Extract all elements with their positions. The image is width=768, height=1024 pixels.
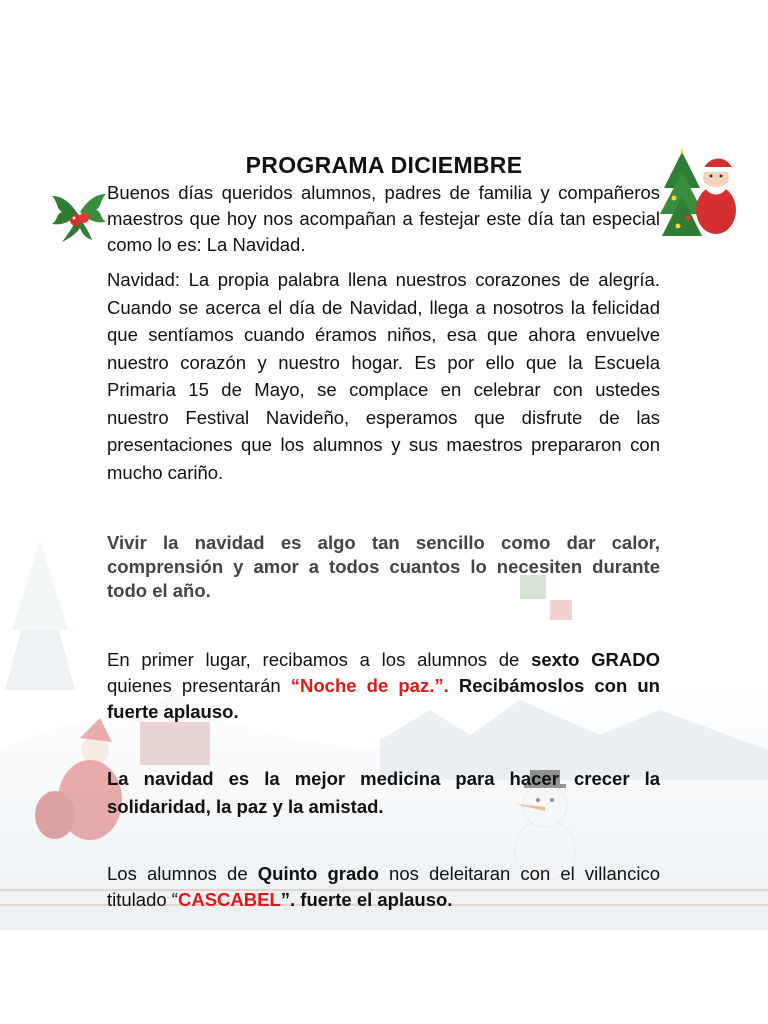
- applause-text: ”. fuerte el aplauso.: [280, 889, 453, 910]
- paragraph-quote: Vivir la navidad es algo tan sencillo como dar calor, comprensión y amor a todos cuantos lo necesiten durante todo el año.: [107, 532, 660, 601]
- applause-text: Recibámoslos con un fuerte aplauso.: [107, 675, 660, 722]
- grade-label: sexto GRADO: [531, 649, 660, 670]
- paragraph-navidad: Navidad: La propia palabra llena nuestros corazones de alegría. Cuando se acerca el día de Navidad, llega a nosotros la felicidad que sentíamos cuando éramos niños, esa que ahora envuelve nuestro corazón y nuestro hogar. Es por ello que la Escuela Primaria 15 de Mayo, se complace en celebrar con ustedes nuestro Festival Navideño, esperamos que disfrute de las presentaciones que los alumnos y sus maestros prepararon con mucho cariño.: [107, 269, 660, 483]
- paragraph-greeting: Buenos días queridos alumnos, padres de familia y compañeros maestros que hoy nos acompañan a festejar este día tan especial como lo es: La Navidad.: [107, 182, 660, 255]
- text: En primer lugar, recibamos a los alumnos de: [107, 649, 532, 670]
- paragraph-sexto-grado: [107, 647, 660, 725]
- text: Los alumnos de: [107, 863, 258, 884]
- text: quienes presentarán: [107, 675, 291, 696]
- snow-tree-icon: [5, 540, 75, 690]
- song-title: “Noche de paz.”.: [290, 675, 449, 696]
- paragraph-quinto-grado: [107, 861, 660, 913]
- text: nos deleitaran con el villancico titulado “: [107, 863, 660, 910]
- paragraph-medicina: La navidad es la mejor medicina para hacer crecer la solidaridad, la paz y la amistad.: [107, 768, 660, 817]
- grade-label: Quinto grado: [257, 863, 379, 884]
- holly-icon: [48, 184, 110, 246]
- page-title: PROGRAMA DICIEMBRE: [245, 152, 523, 178]
- song-title: CASCABEL: [177, 889, 281, 910]
